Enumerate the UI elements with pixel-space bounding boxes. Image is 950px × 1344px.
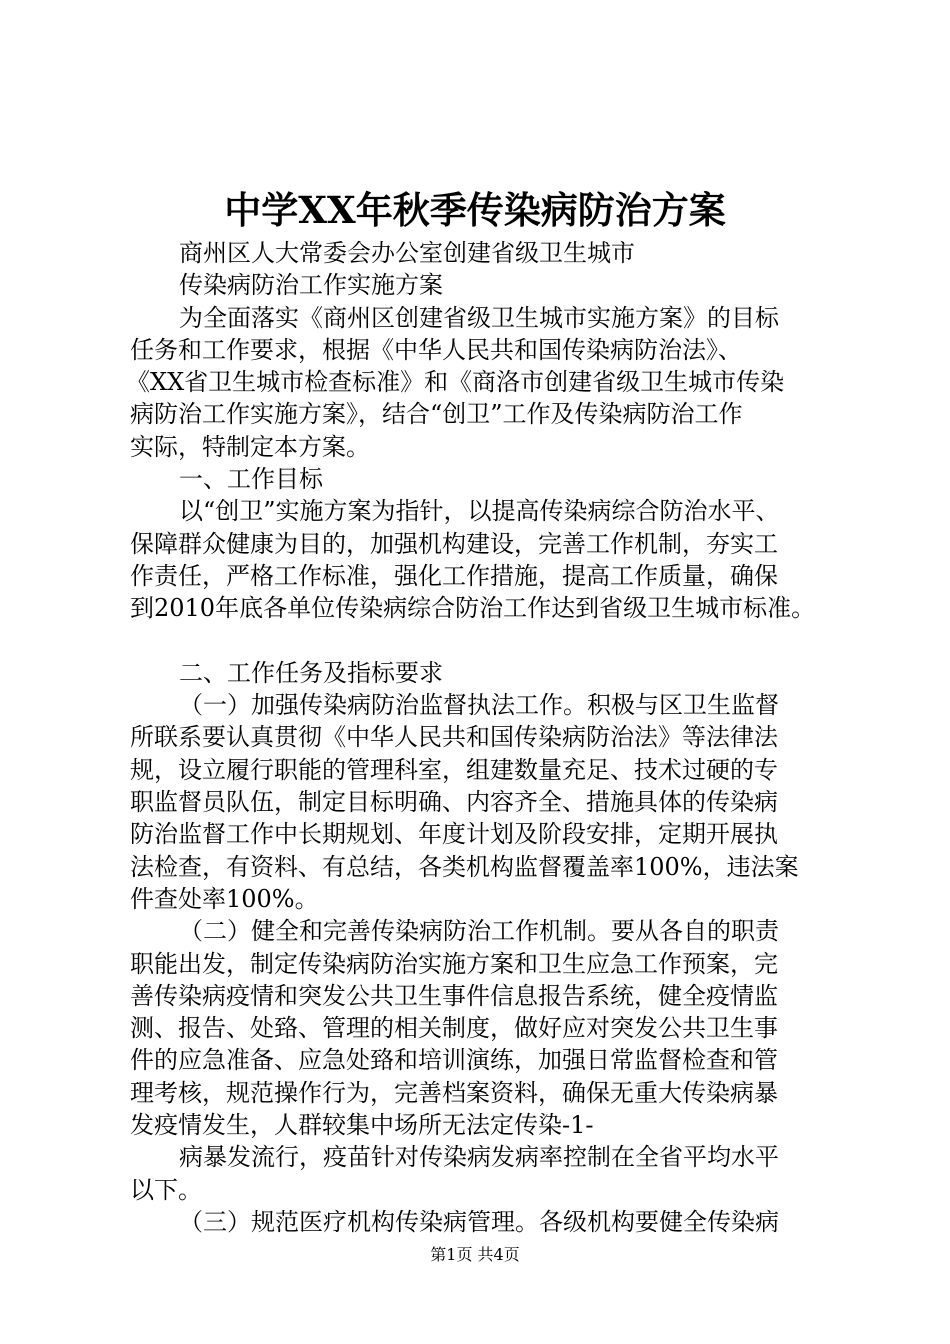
body-line: 法检查，有资料、有总结，各类机构监督覆盖率100%，违法案: [130, 852, 799, 881]
body-line: 测、报告、处臵、管理的相关制度，做好应对突发公共卫生事: [130, 1014, 778, 1043]
body-line: 商州区人大常委会办公室创建省级卫生城市: [179, 239, 635, 267]
body-line: 发疫情发生，人群较集中场所无法定传染-1-: [130, 1111, 594, 1140]
body-line: （二）健全和完善传染病防治工作机制。要从各自的职责: [179, 917, 779, 946]
body-line: 保障群众健康为目的，加强机构建设，完善工作机制，夯实工: [130, 529, 778, 558]
body-line: 任务和工作要求，根据《中华人民共和国传染病防治法》、: [130, 335, 742, 364]
body-line: 为全面落实《商州区创建省级卫生城市实施方案》的目标: [179, 303, 779, 332]
body-line: 到2010年底各单位传染病综合防治工作达到省级卫生城市标准。: [130, 594, 816, 623]
body-line: 以下。: [130, 1175, 202, 1204]
document-title: 中学XX年秋季传染病防治方案: [224, 188, 726, 232]
body-line: 以“创卫”实施方案为指针，以提高传染病综合防治水平、: [179, 497, 780, 526]
body-line: （三）规范医疗机构传染病管理。各级机构要健全传染病: [179, 1207, 779, 1236]
body-line: 病防治工作实施方案》，结合“创卫”工作及传染病防治工作: [130, 400, 743, 429]
section-heading: 二、工作任务及指标要求: [179, 658, 443, 687]
body-line: 实际，特制定本方案。: [130, 432, 370, 461]
document-body: [126, 237, 850, 1238]
body-line: 善传染病疫情和突发公共卫生事件信息报告系统，健全疫情监: [130, 981, 778, 1010]
section-heading: 一、工作目标: [179, 465, 323, 494]
body-line: 病暴发流行，疫苗针对传染病发病率控制在全省平均水平: [179, 1143, 779, 1172]
body-line: 防治监督工作中长期规划、年度计划及阶段安排，定期开展执: [130, 820, 778, 849]
body-line: 理考核，规范操作行为，完善档案资料，确保无重大传染病暴: [130, 1078, 778, 1107]
body-line: 职能出发，制定传染病防治实施方案和卫生应急工作预案，完: [130, 949, 778, 978]
body-line: 件查处率100%。: [130, 884, 319, 913]
body-line: 规，设立履行职能的管理科室，组建数量充足、技术过硬的专: [130, 755, 778, 784]
body-line: 职监督员队伍，制定目标明确、内容齐全、措施具体的传染病: [130, 788, 778, 817]
page-footer: 第1页 共4页: [430, 1245, 520, 1264]
blank-line: [130, 625, 850, 657]
body-line: 作责任，严格工作标准，强化工作措施，提高工作质量，确保: [130, 561, 778, 590]
body-line: 传染病防治工作实施方案: [179, 271, 443, 300]
body-line: 《XX省卫生城市检查标准》和《商洛市创建省级卫生城市传染: [126, 368, 785, 397]
body-line: 所联系要认真贯彻《中华人民共和国传染病防治法》等法律法: [130, 723, 778, 752]
body-line: （一）加强传染病防治监督执法工作。积极与区卫生监督: [179, 691, 779, 720]
body-line: 件的应急准备、应急处臵和培训演练，加强日常监督检查和管: [130, 1046, 778, 1075]
